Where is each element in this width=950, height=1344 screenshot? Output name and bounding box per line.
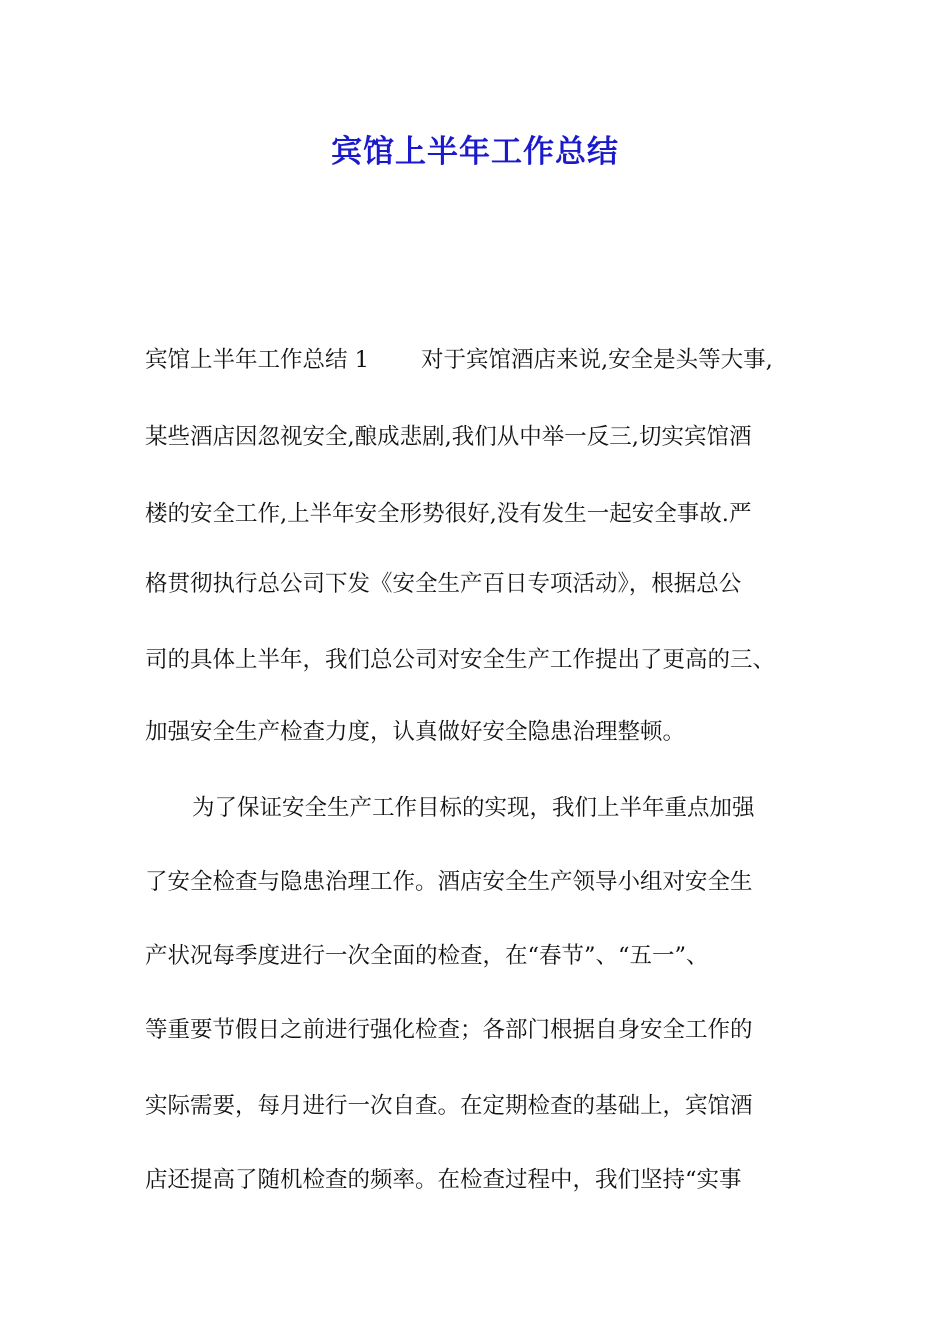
paragraph-line: 某些酒店因忽视安全,酿成悲剧,我们从中举一反三,切实宾馆酒 bbox=[145, 424, 752, 450]
paragraph-line: 产状况每季度进行一次全面的检查，在“春节”、“五一”、 bbox=[145, 943, 709, 969]
paragraph-line: 店还提高了随机检查的频率。在检查过程中，我们坚持“实事 bbox=[145, 1167, 742, 1193]
paragraph-line: 实际需要，每月进行一次自查。在定期检查的基础上，宾馆酒 bbox=[145, 1093, 753, 1119]
paragraph-line: 格贯彻执行总公司下发《安全生产百日专项活动》，根据总公 bbox=[145, 571, 742, 597]
paragraph-text: 对于宾馆酒店来说,安全是头等大事, bbox=[420, 347, 773, 373]
document-title: 宾馆上半年工作总结 bbox=[331, 134, 619, 170]
paragraph-line: 楼的安全工作,上半年安全形势很好,没有发生一起安全事故.严 bbox=[145, 501, 752, 527]
paragraph-line: 司的具体上半年，我们总公司对安全生产工作提出了更高的三、 bbox=[145, 647, 776, 673]
paragraph-line: 了安全检查与隐患治理工作。酒店安全生产领导小组对安全生 bbox=[145, 869, 753, 895]
paragraph-line: 为了保证安全生产工作目标的实现，我们上半年重点加强 bbox=[192, 795, 755, 821]
paragraph-line bbox=[145, 344, 773, 376]
paragraph-line: 加强安全生产检查力度，认真做好安全隐患治理整顿。 bbox=[145, 719, 686, 745]
section-heading: 宾馆上半年工作总结 1 bbox=[145, 347, 369, 373]
paragraph-line: 等重要节假日之前进行强化检查；各部门根据自身安全工作的 bbox=[145, 1017, 753, 1043]
